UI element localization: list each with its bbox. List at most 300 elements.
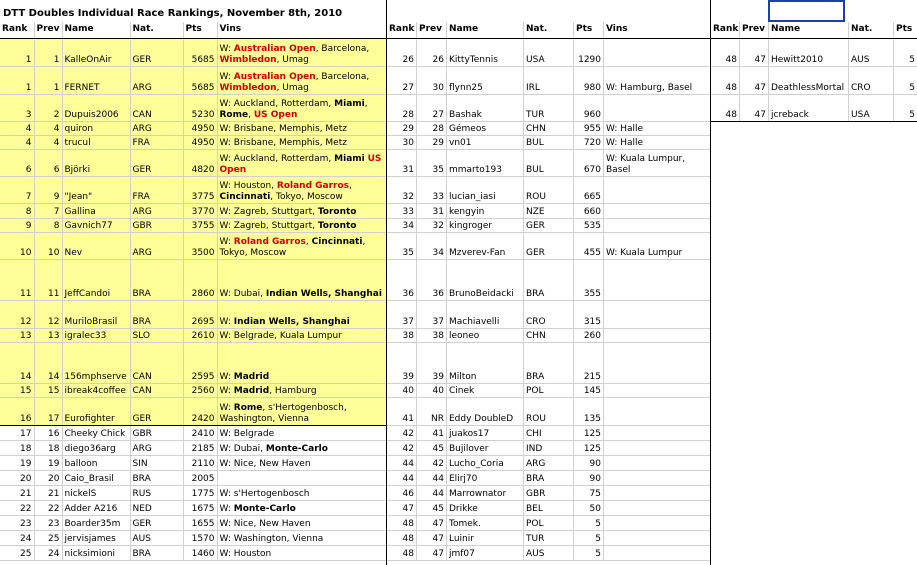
wins-cell — [217, 176, 386, 203]
pts-cell: 125 — [574, 425, 604, 440]
prev-cell: 23 — [34, 515, 62, 530]
prev-cell: 4 — [34, 135, 62, 149]
name-cell: KalleOnAir — [62, 38, 130, 66]
wins-cell — [217, 500, 386, 515]
pts-cell: 2410 — [183, 425, 217, 440]
wins-cell — [217, 470, 386, 485]
win-text: W: Washington, Vienna — [219, 533, 324, 544]
name-cell: trucul — [62, 135, 130, 149]
rank-cell: 40 — [387, 383, 417, 397]
pts-cell: 90 — [574, 470, 604, 485]
prev-cell: 34 — [417, 232, 447, 259]
pts-cell: 5 — [574, 530, 604, 545]
header-name: Name — [769, 22, 849, 38]
pts-cell: 5 — [574, 515, 604, 530]
rank-cell: 27 — [387, 66, 417, 94]
wins-cell — [217, 203, 386, 218]
wins-cell — [217, 121, 386, 135]
wins-cell — [604, 94, 711, 121]
table-row — [0, 485, 386, 500]
masters-win: Monte-Carlo — [233, 503, 296, 514]
pts-cell: 1775 — [183, 485, 217, 500]
pts-cell: 3500 — [183, 232, 217, 259]
name-cell: vn01 — [447, 135, 524, 149]
grand-slam-win: Roland Garros — [276, 180, 350, 191]
rank-cell: 28 — [387, 94, 417, 121]
prev-cell: 44 — [417, 485, 447, 500]
nat-cell: TUR — [524, 94, 574, 121]
nat-cell: ARG — [524, 455, 574, 470]
name-cell: 156mphserve — [62, 342, 130, 383]
nat-cell: GER — [130, 38, 183, 66]
rank-cell: 4 — [0, 135, 34, 149]
masters-win: Toronto — [317, 220, 357, 231]
masters-win: Madrid — [233, 385, 270, 396]
win-text: W: Houston — [219, 548, 272, 559]
nat-cell: RUS — [130, 485, 183, 500]
table-row — [711, 38, 917, 66]
win-text: , Tokyo, Moscow — [270, 191, 343, 202]
name-cell: Björki — [62, 149, 130, 176]
name-cell: Lucho_Coria — [447, 455, 524, 470]
pts-cell: 4950 — [183, 135, 217, 149]
nat-cell: BUL — [524, 135, 574, 149]
rank-cell: 4 — [0, 121, 34, 135]
table-row — [0, 176, 386, 203]
rank-cell: 3 — [0, 94, 34, 121]
win-text: W: — [219, 385, 234, 396]
name-cell: Marrownator — [447, 485, 524, 500]
wins-cell — [217, 66, 386, 94]
prev-cell: 7 — [34, 203, 62, 218]
nat-cell: BRA — [524, 342, 574, 383]
name-cell: juakos17 — [447, 425, 524, 440]
pts-cell: 315 — [574, 300, 604, 328]
prev-cell: 19 — [34, 455, 62, 470]
table-row — [387, 397, 711, 425]
wins-cell — [604, 470, 711, 485]
nat-cell: AUS — [130, 530, 183, 545]
prev-cell: 6 — [34, 149, 62, 176]
name-cell: mmarto193 — [447, 149, 524, 176]
prev-cell: 9 — [34, 176, 62, 203]
win-text: W: — [219, 503, 234, 514]
grand-slam-win: US Open — [219, 153, 382, 175]
name-cell: JeffCandoi — [62, 259, 130, 300]
header-pts: Pts — [894, 22, 917, 38]
rank-cell: 47 — [387, 500, 417, 515]
nat-cell: USA — [524, 38, 574, 66]
rank-cell: 48 — [387, 530, 417, 545]
win-text: , Barcelona, — [315, 71, 370, 82]
pts-cell: 5230 — [183, 94, 217, 121]
selected-cell[interactable] — [768, 0, 845, 22]
nat-cell: GBR — [130, 425, 183, 440]
prev-cell: 47 — [417, 515, 447, 530]
prev-cell: 35 — [417, 149, 447, 176]
rank-cell: 33 — [387, 203, 417, 218]
grand-slam-win: Wimbledon — [219, 54, 277, 65]
prev-cell: 20 — [34, 470, 62, 485]
rank-cell: 1 — [0, 38, 34, 66]
nat-cell: CAN — [130, 94, 183, 121]
wins-cell — [604, 149, 711, 176]
win-text: W: Halle — [606, 137, 644, 148]
prev-cell: 22 — [34, 500, 62, 515]
wins-cell — [217, 38, 386, 66]
name-cell: Drikke — [447, 500, 524, 515]
pts-cell: 5685 — [183, 66, 217, 94]
table-row — [387, 425, 711, 440]
header-nat: Nat. — [130, 22, 183, 38]
pts-cell: 2185 — [183, 440, 217, 455]
masters-win: Miami — [334, 98, 365, 109]
wins-cell — [217, 397, 386, 425]
wins-cell — [217, 383, 386, 397]
name-cell: Eurofighter — [62, 397, 130, 425]
prev-cell: 21 — [34, 485, 62, 500]
pts-cell: 660 — [574, 203, 604, 218]
rank-cell: 25 — [0, 545, 34, 560]
table-row — [387, 383, 711, 397]
wins-cell — [217, 232, 386, 259]
prev-cell: 12 — [34, 300, 62, 328]
wins-cell — [604, 397, 711, 425]
table-row — [0, 149, 386, 176]
pts-cell: 215 — [574, 342, 604, 383]
rank-cell: 44 — [387, 455, 417, 470]
name-cell: Milton — [447, 342, 524, 383]
wins-cell — [217, 530, 386, 545]
rank-cell: 30 — [387, 135, 417, 149]
win-text: , Tokyo, Moscow — [219, 236, 366, 258]
grand-slam-win: Wimbledon — [219, 82, 277, 93]
win-text: , — [349, 180, 352, 191]
name-cell: Cinek — [447, 383, 524, 397]
name-cell: Luinir — [447, 530, 524, 545]
prev-cell: 2 — [34, 94, 62, 121]
pts-cell: 5 — [894, 38, 917, 66]
table-row — [0, 121, 386, 135]
prev-cell: 44 — [417, 470, 447, 485]
wins-cell — [604, 485, 711, 500]
wins-cell — [217, 94, 386, 121]
pts-cell: 75 — [574, 485, 604, 500]
pts-cell: 3755 — [183, 218, 217, 232]
pts-cell: 5 — [894, 94, 917, 121]
header-nat: Nat. — [849, 22, 894, 38]
rank-cell: 10 — [0, 232, 34, 259]
nat-cell: BRA — [130, 300, 183, 328]
table-row — [0, 515, 386, 530]
nat-cell: POL — [524, 515, 574, 530]
pts-cell: 1570 — [183, 530, 217, 545]
wins-cell — [604, 383, 711, 397]
nat-cell: ARG — [130, 440, 183, 455]
table-row — [387, 455, 711, 470]
nat-cell: IRL — [524, 66, 574, 94]
header-row — [0, 22, 386, 38]
rank-cell: 9 — [0, 218, 34, 232]
name-cell: FERNET — [62, 66, 130, 94]
rank-cell: 14 — [0, 342, 34, 383]
pts-cell: 355 — [574, 259, 604, 300]
header-pts: Pts — [574, 22, 604, 38]
prev-cell: 16 — [34, 425, 62, 440]
name-cell: KittyTennis — [447, 38, 524, 66]
nat-cell: BEL — [524, 500, 574, 515]
win-text: W: Zagreb, Stuttgart, — [219, 220, 318, 231]
prev-cell: 47 — [740, 38, 769, 66]
name-cell: jcreback — [769, 94, 849, 121]
rank-cell: 48 — [711, 66, 740, 94]
rank-cell: 17 — [0, 425, 34, 440]
rank-cell: 22 — [0, 500, 34, 515]
nat-cell: BRA — [524, 259, 574, 300]
nat-cell: GBR — [130, 218, 183, 232]
prev-cell: 26 — [417, 38, 447, 66]
prev-cell: 40 — [417, 383, 447, 397]
rank-cell: 48 — [711, 94, 740, 121]
wins-cell — [604, 300, 711, 328]
pts-cell: 665 — [574, 176, 604, 203]
table-row — [0, 425, 386, 440]
table-row — [387, 149, 711, 176]
nat-cell: SIN — [130, 455, 183, 470]
nat-cell: TUR — [524, 530, 574, 545]
pts-cell: 980 — [574, 66, 604, 94]
prev-cell: 45 — [417, 440, 447, 455]
wins-cell — [217, 440, 386, 455]
win-text: , Hamburg — [269, 385, 317, 396]
pts-cell: 4950 — [183, 121, 217, 135]
rankings-table-left — [0, 22, 387, 561]
pts-cell: 5 — [894, 66, 917, 94]
table-row — [387, 515, 711, 530]
name-cell: Eddy DoubleD — [447, 397, 524, 425]
table-row — [387, 470, 711, 485]
rank-cell: 1 — [0, 66, 34, 94]
wins-cell — [217, 545, 386, 560]
nat-cell: AUS — [849, 38, 894, 66]
wins-cell — [604, 515, 711, 530]
prev-cell: 36 — [417, 259, 447, 300]
name-cell: nickelS — [62, 485, 130, 500]
pts-cell: 4820 — [183, 149, 217, 176]
table-row — [711, 66, 917, 94]
pts-cell: 535 — [574, 218, 604, 232]
header-rank: Rank — [711, 22, 740, 38]
pts-cell: 2860 — [183, 259, 217, 300]
nat-cell: ROU — [524, 397, 574, 425]
name-cell: Bujilover — [447, 440, 524, 455]
pts-cell: 960 — [574, 94, 604, 121]
wins-cell — [604, 530, 711, 545]
prev-cell: 39 — [417, 342, 447, 383]
win-text: W: — [219, 402, 234, 413]
nat-cell: POL — [524, 383, 574, 397]
win-text: W: Dubai, — [219, 443, 266, 454]
prev-cell: 45 — [417, 500, 447, 515]
pts-cell: 1655 — [183, 515, 217, 530]
pts-cell: 5685 — [183, 38, 217, 66]
header-rank: Rank — [387, 22, 417, 38]
masters-win: Cincinnati — [311, 236, 363, 247]
prev-cell: 17 — [34, 397, 62, 425]
nat-cell: BRA — [130, 259, 183, 300]
name-cell: Boarder35m — [62, 515, 130, 530]
name-cell: ibreak4coffee — [62, 383, 130, 397]
nat-cell: IND — [524, 440, 574, 455]
wins-cell — [604, 545, 711, 560]
rank-cell: 11 — [0, 259, 34, 300]
nat-cell: ARG — [130, 66, 183, 94]
nat-cell: AUS — [524, 545, 574, 560]
table-row — [0, 232, 386, 259]
win-text: , — [248, 109, 254, 120]
wins-cell — [604, 203, 711, 218]
table-row — [387, 135, 711, 149]
win-text: W: Brisbane, Memphis, Metz — [219, 137, 347, 148]
wins-cell — [604, 425, 711, 440]
pts-cell: 2005 — [183, 470, 217, 485]
prev-cell: 38 — [417, 328, 447, 342]
wins-cell — [217, 300, 386, 328]
name-cell: Hewitt2010 — [769, 38, 849, 66]
name-cell: jmf07 — [447, 545, 524, 560]
win-text: W: — [219, 236, 234, 247]
wins-cell — [604, 232, 711, 259]
grand-slam-win: Australian Open — [233, 71, 316, 82]
table-row — [0, 66, 386, 94]
prev-cell: 47 — [417, 545, 447, 560]
table-row — [0, 545, 386, 560]
name-cell: balloon — [62, 455, 130, 470]
pts-cell: 2420 — [183, 397, 217, 425]
wins-cell — [604, 66, 711, 94]
name-cell: igralec33 — [62, 328, 130, 342]
prev-cell: 31 — [417, 203, 447, 218]
name-cell: quiron — [62, 121, 130, 135]
name-cell: DeathlessMortal — [769, 66, 849, 94]
rank-cell: 48 — [711, 38, 740, 66]
wins-cell — [604, 218, 711, 232]
rank-cell: 37 — [387, 300, 417, 328]
table-row — [0, 203, 386, 218]
pts-cell: 2695 — [183, 300, 217, 328]
name-cell: jervisjames — [62, 530, 130, 545]
pts-cell: 955 — [574, 121, 604, 135]
win-text: W: Belgrade — [219, 428, 275, 439]
rank-cell: 19 — [0, 455, 34, 470]
win-text: , — [305, 236, 312, 247]
win-text: , — [364, 98, 368, 109]
win-text: W: Hamburg, Basel — [606, 82, 693, 93]
wins-cell — [217, 218, 386, 232]
table-row — [0, 397, 386, 425]
rank-cell: 8 — [0, 203, 34, 218]
rank-cell: 16 — [0, 397, 34, 425]
nat-cell: SLO — [130, 328, 183, 342]
pts-cell: 3775 — [183, 176, 217, 203]
table-row — [0, 135, 386, 149]
name-cell: diego36arg — [62, 440, 130, 455]
nat-cell: GER — [130, 515, 183, 530]
table-row — [387, 218, 711, 232]
pts-cell: 90 — [574, 455, 604, 470]
win-text: , Umag — [276, 82, 309, 93]
masters-win: Toronto — [317, 206, 357, 217]
win-text: W: Halle — [606, 123, 644, 134]
wins-cell — [604, 121, 711, 135]
rank-cell: 13 — [0, 328, 34, 342]
masters-win: Indian Wells, Shanghai — [233, 316, 350, 327]
nat-cell: CRO — [849, 66, 894, 94]
nat-cell: ARG — [130, 232, 183, 259]
table-row — [387, 328, 711, 342]
win-text: W: — [219, 316, 234, 327]
nat-cell: CAN — [130, 383, 183, 397]
masters-win: Cincinnati — [219, 191, 271, 202]
table-row — [387, 94, 711, 121]
name-cell: leoneo — [447, 328, 524, 342]
pts-cell: 260 — [574, 328, 604, 342]
name-cell: Bashak — [447, 94, 524, 121]
prev-cell: 32 — [417, 218, 447, 232]
nat-cell: GBR — [524, 485, 574, 500]
wins-cell — [604, 500, 711, 515]
header-pts: Pts — [183, 22, 217, 38]
table-row — [387, 66, 711, 94]
rank-cell: 7 — [0, 176, 34, 203]
rank-cell: 15 — [0, 383, 34, 397]
prev-cell: 13 — [34, 328, 62, 342]
pts-cell: 50 — [574, 500, 604, 515]
rank-cell: 12 — [0, 300, 34, 328]
win-text: W: Auckland, Rotterdam, — [219, 98, 335, 109]
table-row — [387, 259, 711, 300]
name-cell: BrunoBeidacki — [447, 259, 524, 300]
nat-cell: BUL — [524, 149, 574, 176]
nat-cell: GER — [130, 397, 183, 425]
wins-cell — [604, 342, 711, 383]
nat-cell: FRA — [130, 176, 183, 203]
rank-cell: 26 — [387, 38, 417, 66]
win-text: W: Belgrade, Kuala Lumpur — [219, 330, 342, 341]
pts-cell: 1460 — [183, 545, 217, 560]
name-cell: Cheeky Chick — [62, 425, 130, 440]
nat-cell: CHN — [524, 121, 574, 135]
masters-win: Madrid — [233, 371, 270, 382]
table-row — [0, 383, 386, 397]
prev-cell: 47 — [740, 94, 769, 121]
wins-cell — [217, 342, 386, 383]
table-row — [0, 328, 386, 342]
header-wins: Vins — [217, 22, 386, 38]
table-row — [0, 530, 386, 545]
rank-cell: 36 — [387, 259, 417, 300]
table-row — [0, 94, 386, 121]
pts-cell: 1675 — [183, 500, 217, 515]
pts-cell: 2560 — [183, 383, 217, 397]
nat-cell: CHN — [524, 328, 574, 342]
rank-cell: 6 — [0, 149, 34, 176]
rank-cell: 42 — [387, 440, 417, 455]
header-prev: Prev — [740, 22, 769, 38]
table-row — [387, 530, 711, 545]
wins-cell — [217, 149, 386, 176]
rank-cell: 48 — [387, 545, 417, 560]
